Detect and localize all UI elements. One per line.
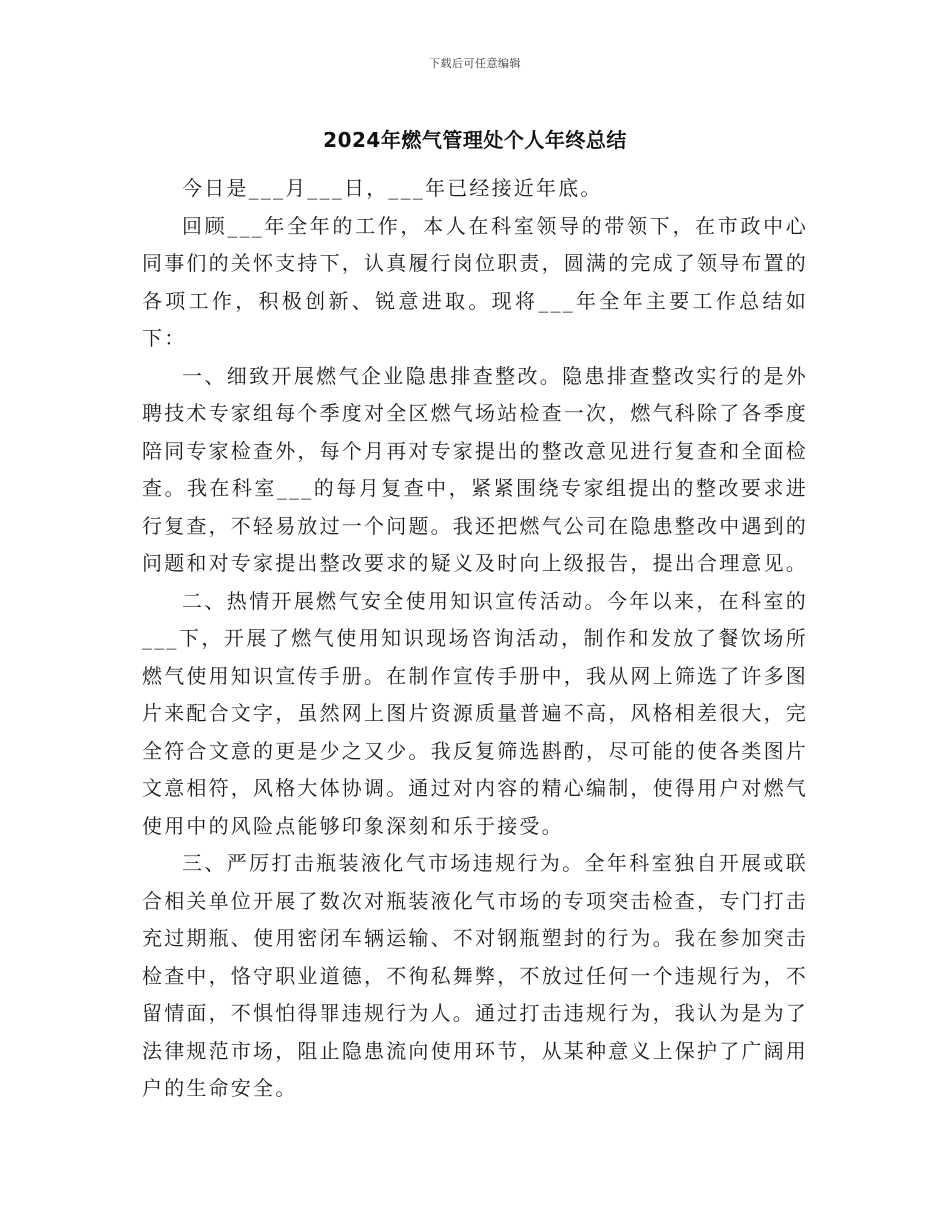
- document-body: [142, 170, 808, 1108]
- paragraph-section-2: 二、热情开展燃气安全使用知识宣传活动。今年以来，在科室的___下，开展了燃气使用知识现场咨询活动，制作和发放了餐饮场所燃气使用知识宣传手册。在制作宣传手册中，我从网上筛选了许多图片来配合文字，虽然网上图片资源质量普遍不高，风格相差很大，完全符合文意的更是少之又少。我反复筛选斟酌，尽可能的使各类图片文意相符，风格大体协调。通过对内容的精心编制，使得用户对燃气使用中的风险点能够印象深刻和乐于接受。: [142, 588, 808, 838]
- paragraph-review: 回顾___年全年的工作，本人在科室领导的带领下，在市政中心同事们的关怀支持下，认真履行岗位职责，圆满的完成了领导布置的各项工作，积极创新、锐意进取。现将___年全年主要工作总结如下：: [142, 213, 808, 350]
- document-title: 2024年燃气管理处个人年终总结: [323, 128, 627, 152]
- paragraph-section-3: 三、严厉打击瓶装液化气市场违规行为。全年科室独自开展或联合相关单位开展了数次对瓶装液化气市场的专项突击检查，专门打击充过期瓶、使用密闭车辆运输、不对钢瓶塑封的行为。我在参加突击检查中，恪守职业道德，不徇私舞弊，不放过任何一个违规行为，不留情面，不惧怕得罪违规行为人。通过打击违规行为，我认为是为了法律规范市场，阻止隐患流向使用环节，从某种意义上保护了广阔用户的生命安全。: [142, 851, 808, 1100]
- paragraph-section-1: 一、细致开展燃气企业隐患排查整改。隐患排查整改实行的是外聘技术专家组每个季度对全区燃气场站检查一次，燃气科除了各季度陪同专家检查外，每个月再对专家提出的整改意见进行复查和全面检查。我在科室___的每月复查中，紧紧围绕专家组提出的整改要求进行复查，不轻易放过一个问题。我还把燃气公司在隐患整改中遇到的问题和对专家提出整改要求的疑义及时向上级报告，提出合理意见。: [142, 363, 808, 575]
- header-note: 下载后可任意编辑: [429, 57, 521, 70]
- paragraph-date: 今日是___月___日，___年已经接近年底。: [182, 176, 603, 200]
